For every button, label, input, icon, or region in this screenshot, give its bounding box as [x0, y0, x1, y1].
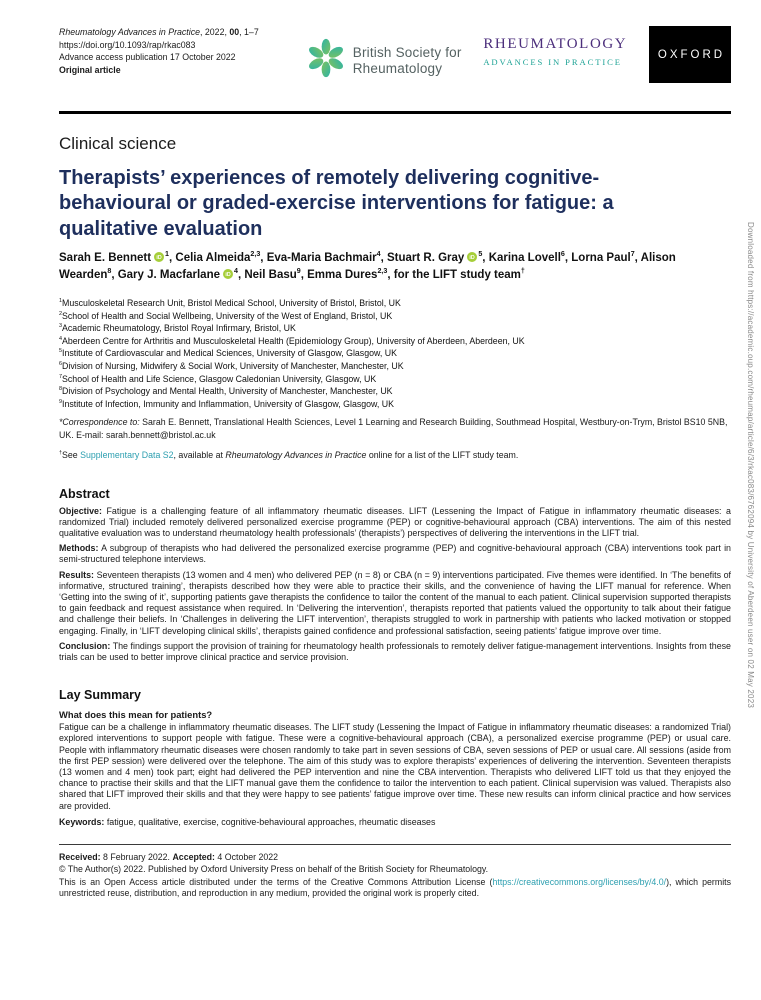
header-rule: [59, 111, 731, 114]
abstract-paragraph: Conclusion: The findings support the provision of training for rheumatology health professionals to remotely deliver fatigue-management interventions. Insights from these trials can be used to better improve clinical practice and service provision.: [59, 640, 731, 662]
citation-line: Rheumatology Advances in Practice, 2022, 00, 1–7: [59, 27, 259, 37]
advance-access-line: Advance access publication 17 October 2022: [59, 52, 236, 63]
abstract-paragraph: Methods: A subgroup of therapists who had delivered the personalized exercise programme (PEP) and cognitive-behavioural approach (CBA) interventions took part in semi-structured telephone interviews.: [59, 543, 731, 565]
orcid-icon[interactable]: [154, 252, 164, 268]
oxford-university-press-logo: OXFORD: [649, 26, 731, 83]
received-accepted-line: Received: 8 February 2022. Accepted: 4 October 2022: [59, 852, 279, 863]
abstract-paragraph: Objective: Fatigue is a challenging feature of all inflammatory rheumatic diseases. LIFT (Lessening the Impact of Fatigue in inflammatory rheumatic diseases: a randomized Trial) included remotely delivered personalized exercise programme (PEP) or cognitive-behavioural approach (CBA) interventions. The aim of this nested qualitative evaluation was to understand rheumatology health professionals’ (therapists’) perspectives of delivering the interventions in the LIFT trial.: [59, 505, 731, 538]
section-label: Clinical science: [59, 133, 177, 153]
authors-tail-dagger: †: [520, 266, 525, 275]
bsr-logo: [306, 38, 462, 83]
author-name: Gary J. Macfarlane iD $^4$,: [118, 269, 245, 281]
study-team-footnote: †See Supplementary Data S2, available at Rheumatology Advances in Practice online for a list of the LIFT study team.: [59, 450, 519, 461]
copyright-line: © The Author(s) 2022. Published by Oxford University Press on behalf of the British Society for Rheumatology.: [59, 864, 489, 875]
abstract-heading: Abstract: [59, 486, 110, 501]
orcid-icon[interactable]: [223, 269, 233, 285]
affiliation: $^3$Academic Rheumatology, Bristol Royal Infirmary, Bristol, UK: [59, 323, 296, 334]
bsr-logo-text: British Society for Rheumatology: [352, 45, 462, 76]
svg-text:iD: iD: [156, 255, 162, 261]
authors-list: [59, 252, 676, 281]
affiliation: $^1$Musculoskeletal Research Unit, Bristol Medical School, University of Bristol, Bristol, UK: [59, 298, 401, 308]
author-name: Karina Lovell$^6$,: [488, 250, 572, 264]
downloaded-from-watermark: Downloaded from https://academic.oup.com/rheumap/article/6/3/rkac083/6762094 by University of Aberdeen user on 02 May 2023: [746, 222, 755, 708]
article-type-label: Original article: [59, 64, 121, 75]
author-name: Alison Wearden$^8$,: [59, 252, 676, 281]
affiliation: $^7$School of Health and Life Science, Glasgow Caledonian University, Glasgow, UK: [59, 373, 377, 384]
page-header: [59, 26, 731, 83]
correspondence: *Correspondence to: Sarah E. Bennett, Translational Health Sciences, Level 1 Learning and Research Building, Southmead Hospital, Westbury-on-Trym, Bristol BS10 5NB, UK. E-mail: sarah.bennett@bristol.ac.uk: [59, 417, 728, 440]
authors-tail: for the LIFT study team: [393, 268, 521, 281]
author-name: Lorna Paul$^7$,: [571, 250, 641, 264]
lay-summary-text: Fatigue can be a challenge in inflammatory rheumatic diseases. The LIFT study (Lessening the Impact of Fatigue in inflammatory rheumatic diseases: a randomized Trial) explored interventions to support people with fatigue. These were a cognitive-behavioural approach (CBA), a personalized exercise programme (PEP) or usual care. People with inflammatory rheumatic diseases were chosen randomly to take part in seven sessions of CBA, seven sessions of PEP or usual care. All sessions (aside from the first PEP session) were delivered over the telephone. The aim of this study was to explore therapists’ experiences of delivering the intervention. Seventeen therapists (13 women and 4 men) took part; eight had delivered the PEP intervention and nine the CBA intervention. Therapists who delivered LIFT told us that they enjoyed the chance to practise their skills and that the LIFT manual gave them the confidence to tailor the intervention to each patient. Clinical supervision was valued. Therapists also shared that LIFT improved their skills and that they were happy to see patients’ fatigue improve over time. These new results can inform clinical practice and how services are provided.: [59, 722, 731, 811]
doi-line: https://doi.org/10.1093/rap/rkac083: [59, 39, 196, 50]
journal-name: RHEUMATOLOGY: [483, 36, 628, 52]
affiliation: $^5$Institute of Cardiovascular and Medical Sciences, University of Glasgow, Glasgow, UK: [59, 348, 397, 359]
orcid-icon[interactable]: [467, 252, 477, 268]
svg-text:iD: iD: [225, 271, 231, 278]
cc-license-link[interactable]: https://creativecommons.org/licenses/by/4.0/: [492, 876, 667, 887]
author-name: Stuart R. Gray iD $^5$,: [387, 252, 489, 264]
author-name: Celia Almeida$^{2,3}$,: [175, 250, 267, 264]
svg-text:iD: iD: [469, 255, 475, 261]
author-name: Sarah E. Bennett iD $^1$,: [59, 252, 175, 264]
article-footer: [59, 844, 731, 900]
lay-summary-subheading: What does this mean for patients?: [59, 709, 213, 721]
author-name: Emma Dures$^{2,3}$,: [307, 266, 394, 281]
publication-info: [59, 26, 284, 76]
affiliation: $^8$Division of Psychology and Mental Health, University of Manchester, Manchester, UK: [59, 386, 393, 397]
affiliation: $^6$Division of Nursing, Midwifery & Social Work, University of Manchester, Manchester, UK: [59, 360, 404, 371]
bsr-flower-icon: [306, 38, 346, 83]
journal-wordmark: [483, 36, 627, 67]
affiliation: $^4$Aberdeen Centre for Arthritis and Musculoskeletal Health (Epidemiology Group), University of Aberdeen, Aberdeen, UK: [59, 335, 525, 346]
abstract-body: [59, 506, 731, 664]
lay-summary-heading: Lay Summary: [59, 688, 141, 703]
keywords-line: Keywords: fatigue, qualitative, exercise, cognitive-behavioural approaches, rheumatic diseases: [59, 816, 436, 827]
open-access-statement: This is an Open Access article distributed under the terms of the Creative Commons Attribution License (https://creativecommons.org/licenses/by/4.0/), which permits unrestricted reuse, distribution, and reproduction in any medium, provided the original work is properly cited.: [59, 876, 731, 899]
article-title: Therapists’ experiences of remotely delivering cognitive-behavioural or graded-exercise interventions for fatigue: a qualitative evaluation: [59, 166, 614, 240]
author-name: Neil Basu$^9$,: [244, 266, 308, 281]
affiliation: $^2$School of Health and Social Wellbeing, University of the West of England, Bristol, UK: [59, 310, 393, 321]
journal-subtitle: ADVANCES IN PRACTICE: [483, 57, 622, 67]
author-name: Eva-Maria Bachmair$^4$,: [266, 250, 387, 264]
abstract-paragraph: Results: Seventeen therapists (13 women and 4 men) who delivered PEP (n = 8) or CBA (n = 9) interventions participated. Five themes were identified. In ‘The benefits of informative, structured training’, therapists described how they were able to practice their skills, and the convenience of having the LIFT manual for reference. When ‘Getting into the swing of it’, supporting patients gave therapists the confidence to tailor the content of the manual to each patient. Clinical supervision supported therapists to gain feedback and request assistance when required. In ‘Delivering the intervention’, therapists reported that patients valued the opportunity to talk about their fatigue and challenge their beliefs. In ‘Challenges in delivering the LIFT intervention’, therapists struggled to work in partnership with patients who lacked motivation or stopped engaging. Finally, in ‘LIFT developing clinical skills’, therapists gained confidence and professional satisfaction, seeing patients’ fatigue improve over time.: [59, 569, 731, 636]
affiliation: $^9$Institute of Infection, Immunity and Inflammation, University of Glasgow, Glasgow, UK: [59, 398, 395, 409]
supplementary-data-link[interactable]: Supplementary Data S2: [80, 450, 174, 461]
affiliations-list: [59, 297, 731, 410]
authors-line: [59, 251, 719, 284]
correspondence-email[interactable]: sarah.bennett@bristol.ac.uk: [105, 429, 216, 440]
